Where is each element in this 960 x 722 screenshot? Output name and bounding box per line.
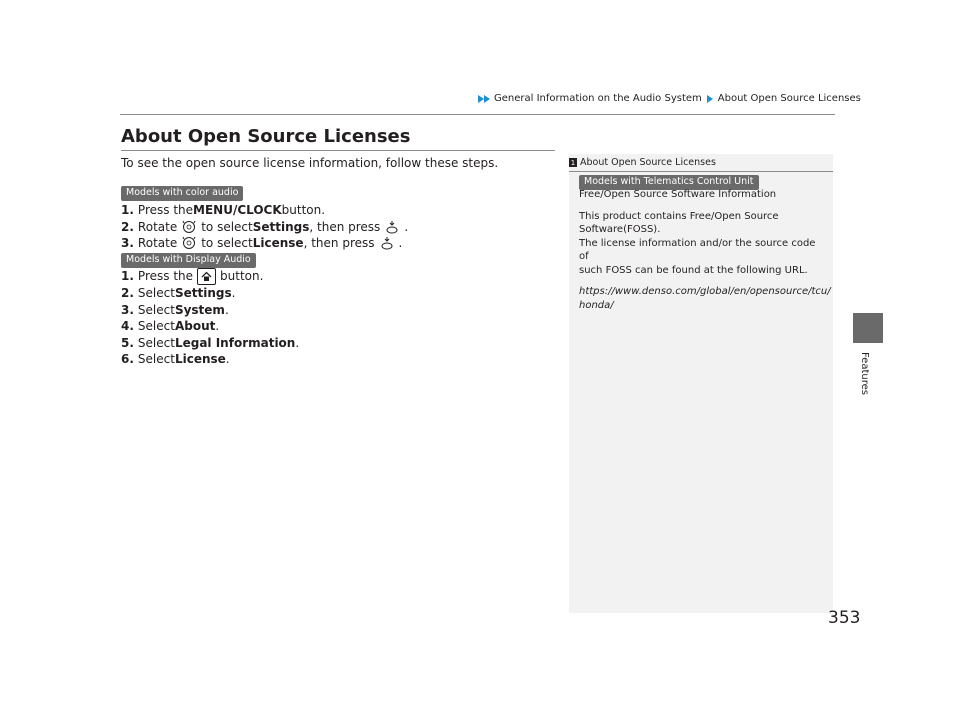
step-text: . (224, 302, 229, 317)
step-text: , then press (309, 219, 381, 234)
step-row (121, 335, 299, 352)
step-bold: Settings (252, 219, 310, 234)
step-text: Select (137, 319, 175, 333)
double-arrow-icon (478, 95, 490, 103)
step-text: . (404, 219, 409, 234)
step-number: 3. (121, 236, 134, 250)
press-knob-icon (385, 220, 399, 234)
foss-description (579, 210, 825, 278)
page-title: About Open Source Licenses (121, 126, 411, 147)
url-line: https://www.denso.com/global/en/opensource/tcu/ (579, 286, 831, 297)
step-number: 6. (121, 352, 134, 366)
display-audio-steps (121, 268, 299, 368)
step-row (121, 268, 299, 285)
step-text: Select (137, 302, 175, 317)
step-text: to select (201, 219, 253, 234)
step-text: . (215, 319, 220, 333)
step-bold: MENU/CLOCK (193, 203, 282, 217)
rotary-knob-icon (182, 236, 196, 250)
sidebar-body (579, 188, 831, 320)
text-line: such FOSS can be found at the following URL. (579, 264, 808, 276)
home-button-icon (197, 268, 216, 285)
step-bold: About (174, 319, 216, 333)
step-text: . (225, 352, 230, 366)
step-text: Select (137, 286, 175, 300)
text-line: The license information and/or the source code of (579, 237, 816, 262)
step-bold: Settings (174, 286, 232, 300)
step-row (121, 318, 299, 335)
step-number: 3. (121, 302, 134, 317)
step-text: Rotate (137, 236, 178, 250)
arrow-icon (707, 95, 713, 103)
sidebar-heading-text: About Open Source Licenses (580, 157, 716, 168)
step-text: . (295, 335, 300, 350)
text-line: Software(FOSS). (579, 224, 661, 235)
step-row (121, 302, 299, 319)
foss-heading: Free/Open Source Software Information (579, 189, 777, 200)
breadcrumb-part-1: General Information on the Audio System (494, 93, 702, 104)
step-text: Rotate (137, 219, 178, 234)
step-text: Select (137, 352, 175, 366)
step-text: . (398, 236, 403, 250)
step-text: Press the (137, 203, 194, 217)
step-number: 1. (121, 269, 134, 284)
step-text: Select (137, 335, 175, 350)
step-number: 2. (121, 219, 134, 234)
intro-text: To see the open source license information, follow these steps. (121, 156, 499, 170)
step-number: 4. (121, 319, 134, 333)
step-row (121, 351, 299, 368)
rotary-knob-icon (182, 220, 196, 234)
breadcrumb (478, 93, 861, 104)
step-row (121, 285, 299, 302)
sidebar-divider (569, 171, 833, 172)
chapter-tab-label (855, 330, 881, 430)
step-bold: License (174, 352, 226, 366)
step-text: to select (201, 236, 253, 250)
step-bold: License (252, 236, 304, 250)
step-row (121, 235, 408, 252)
step-bold: System (174, 302, 225, 317)
breadcrumb-part-2: About Open Source Licenses (717, 93, 861, 104)
foss-url[interactable] (579, 285, 831, 312)
badge-display-audio: Models with Display Audio (121, 253, 256, 268)
step-number: 1. (121, 203, 134, 217)
step-number: 2. (121, 286, 134, 300)
chapter-tab-text: Features (859, 352, 870, 395)
text-line: This product contains Free/Open Source (579, 210, 779, 222)
step-bold: Legal Information (174, 335, 296, 350)
step-row (121, 202, 408, 219)
page-number: 353 (828, 608, 861, 628)
step-text: button. (281, 203, 326, 217)
badge-color-audio: Models with color audio (121, 186, 243, 201)
step-text: . (231, 286, 236, 300)
url-line: honda/ (579, 299, 614, 311)
step-text: Press the (137, 269, 194, 284)
step-number: 5. (121, 335, 134, 350)
press-knob-icon (380, 236, 394, 250)
step-text: , then press (303, 236, 375, 250)
color-audio-steps (121, 202, 408, 252)
note-number-icon: 1 (570, 158, 576, 167)
title-divider (121, 150, 555, 151)
step-text: button. (220, 269, 264, 284)
step-row (121, 219, 408, 236)
sidebar-heading (569, 157, 716, 168)
badge-telematics: Models with Telematics Control Unit (579, 175, 759, 190)
header-divider (120, 114, 835, 115)
